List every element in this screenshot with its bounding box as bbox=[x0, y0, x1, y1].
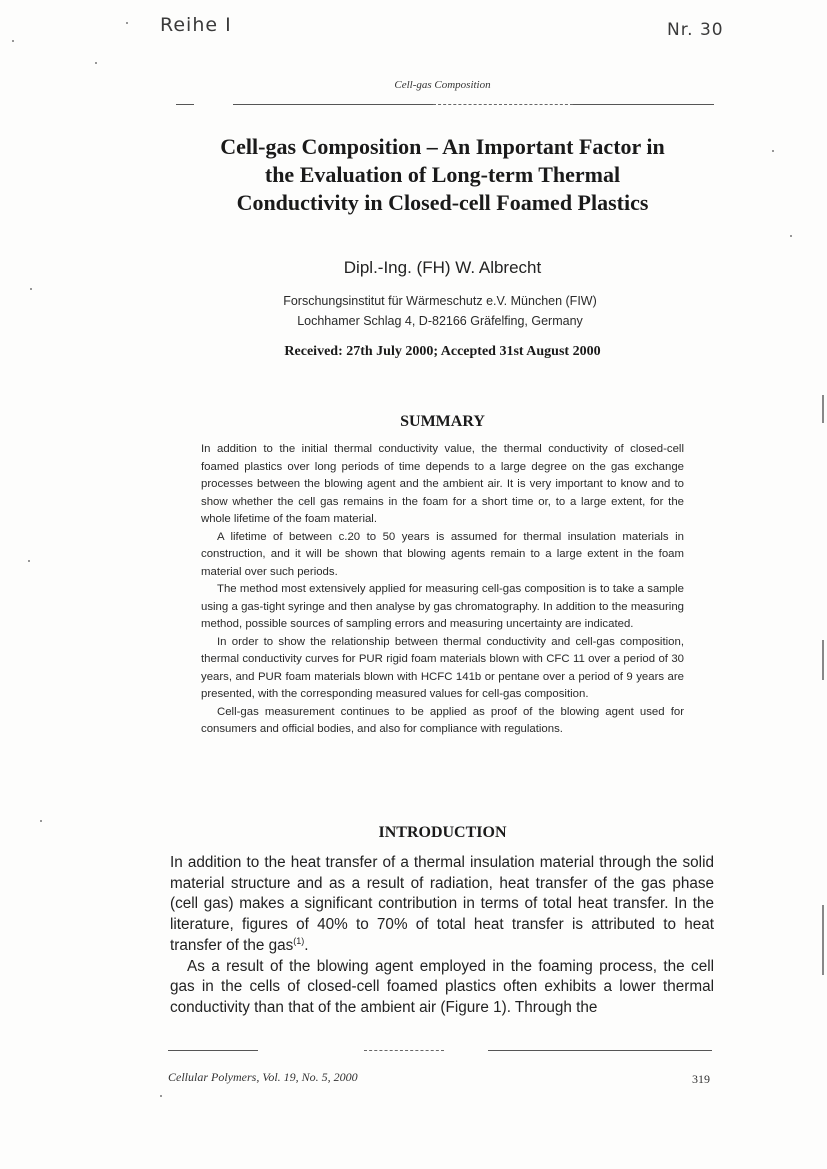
summary-paragraph: In order to show the relationship between thermal conductivity and cell-gas composition, thermal conductivity curves for PUR rigid foam materials blown with CFC 11 over a period of 30 years, and PUR foam materials blown with HCFC 141b or pentane over a period of 9 years are presented, with the corresponding measured values for cell-gas composition. bbox=[201, 635, 684, 700]
intro-paragraph-2: As a result of the blowing agent employed in the foaming process, the cell gas in the cells of closed-cell foamed plastics often exhibits a lower thermal conductivity than that of the ambient air (Figure 1). Through the bbox=[170, 957, 714, 1016]
header-rule-right bbox=[573, 104, 714, 105]
scan-speck bbox=[40, 820, 42, 822]
footer-rule-right bbox=[488, 1050, 712, 1051]
title-line-1: Cell-gas Composition – An Important Factor in bbox=[220, 134, 665, 159]
scan-speck bbox=[126, 22, 128, 24]
author-name: Dipl.-Ing. (FH) W. Albrecht bbox=[343, 258, 542, 277]
intro-paragraph-1-text: In addition to the heat transfer of a thermal insulation material through the solid material structure and as a result of radiation, heat transfer of the gas phase (cell gas) makes a significant contribution in terms of total heat transfer. In the literature, figures of 40% to 70% of total heat transfer is attributed to heat transfer of the gas bbox=[170, 854, 714, 954]
handwritten-number-label: Nr. 30 bbox=[667, 20, 724, 40]
summary-heading: SUMMARY bbox=[400, 413, 485, 430]
journal-citation: Cellular Polymers, Vol. 19, No. 5, 2000 bbox=[168, 1070, 358, 1084]
summary-paragraph: A lifetime of between c.20 to 50 years is assumed for thermal insulation materials in construction, and it will be shown that blowing agents remain to a large extent in the foam material over such periods. bbox=[201, 530, 684, 578]
header-rule-left bbox=[176, 104, 194, 105]
scan-speck bbox=[95, 62, 97, 64]
intro-paragraph-1-end: . bbox=[304, 936, 309, 954]
scan-edge-mark bbox=[822, 640, 824, 680]
summary-paragraph: Cell-gas measurement continues to be applied as proof of the blowing agent used for consumers and official bodies, and also for compliance with regulations. bbox=[201, 705, 684, 735]
scan-speck bbox=[772, 150, 774, 152]
introduction-heading: INTRODUCTION bbox=[378, 824, 507, 841]
introduction-body bbox=[170, 853, 714, 1019]
intro-paragraph-1 bbox=[170, 853, 714, 957]
scan-speck bbox=[160, 1095, 162, 1097]
affiliation-address: Lochhamer Schlag 4, D-82166 Gräfelfing, Germany bbox=[297, 314, 583, 328]
scan-edge-mark bbox=[822, 395, 824, 423]
affiliation bbox=[0, 291, 827, 331]
affiliation-institute: Forschungsinstitut für Wärmeschutz e.V. München (FIW) bbox=[283, 294, 597, 308]
scan-speck bbox=[30, 288, 32, 290]
received-accepted-dates: Received: 27th July 2000; Accepted 31st August 2000 bbox=[284, 344, 601, 359]
summary-paragraph: In addition to the initial thermal conductivity value, the thermal conductivity of closed-cell foamed plastics over long periods of time depends to a large degree on the gas exchange processes between the blowing agent and the ambient air. It is very important to know and to show whether the cell gas remains in the foam for a short time or, to a large extent, for the whole lifetime of the foam material. bbox=[201, 443, 684, 525]
scan-speck bbox=[28, 560, 30, 562]
article-title bbox=[150, 133, 735, 217]
summary-paragraph: The method most extensively applied for measuring cell-gas composition is to take a sample using a gas-tight syringe and then analyse by gas chromatography. In addition to the measuring method, possible sources of sampling errors and measuring uncertainty are indicated. bbox=[201, 583, 684, 630]
scan-speck bbox=[790, 235, 792, 237]
handwritten-series-label: Reihe I bbox=[160, 14, 232, 36]
citation-reference: (1) bbox=[293, 935, 305, 946]
header-rule-dash bbox=[433, 104, 573, 105]
running-head: Cell-gas Composition bbox=[394, 79, 491, 91]
footer-rule-mid bbox=[364, 1050, 444, 1051]
title-line-2: the Evaluation of Long-term Thermal bbox=[264, 162, 621, 187]
title-line-3: Conductivity in Closed-cell Foamed Plastics bbox=[236, 190, 649, 215]
scan-speck bbox=[12, 40, 14, 42]
scan-edge-mark bbox=[822, 905, 824, 975]
footer-rule-left bbox=[168, 1050, 258, 1051]
header-rule-mid bbox=[233, 104, 433, 105]
page-number: 319 bbox=[692, 1072, 710, 1086]
summary-body bbox=[201, 441, 684, 739]
